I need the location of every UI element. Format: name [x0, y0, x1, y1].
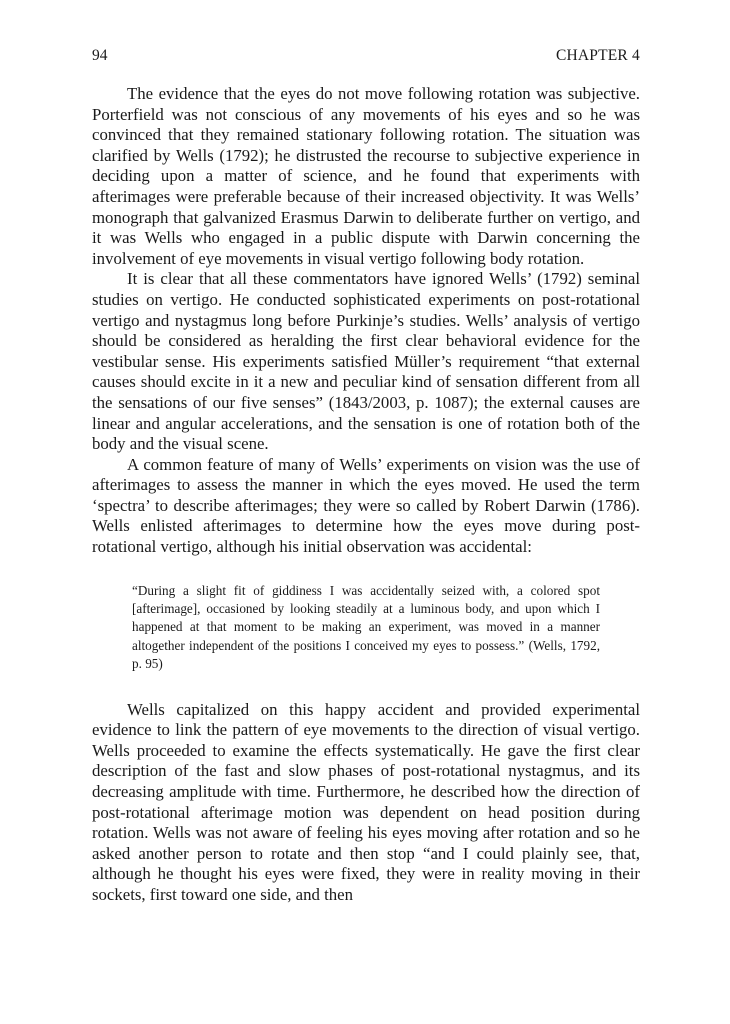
- body-text: [92, 84, 640, 906]
- paragraph: A common feature of many of Wells’ experiments on vision was the use of afterimages to assess the manner in which the eyes moved. He used the term ‘spectra’ to describe afterimages; they were so called by Robert Darwin (1786). Wells enlisted afterimages to determine how the eyes move during post-rotational vertigo, although his initial observation was accidental:: [92, 454, 640, 557]
- paragraph: Wells capitalized on this happy accident and provided experimental evidence to link the pattern of eye movements to the direction of visual vertigo. Wells proceeded to examine the effects systematically. He gave the first clear description of the fast and slow phases of post-rotational nystagmus, and its decreasing amplitude with time. Furthermore, he described how the direction of post-rotational afterimage motion was dependent on head position during rotation. Wells was not aware of feeling his eyes moving after rotation and so he asked another person to rotate and then stop “and I could plainly see, that, although he thought his eyes were fixed, they were in reality moving in their sockets, first toward one side, and then: [92, 699, 640, 905]
- paragraph: It is clear that all these commentators have ignored Wells’ (1792) seminal studies on vertigo. He conducted sophisticated experiments on post-rotational vertigo and nystagmus long before Purkinje’s studies. Wells’ analysis of vertigo should be considered as heralding the first clear behavioral evidence for the vestibular sense. His experiments satisfied Müller’s requirement “that external causes should excite in it a new and peculiar kind of sensation different from all the sensations of our five senses” (1843/2003, p. 1087); the external causes are linear and angular accelerations, and the sensation is one of rotation both of the body and the visual scene.: [92, 269, 640, 454]
- page-header: [92, 46, 640, 66]
- running-head: CHAPTER 4: [555, 47, 640, 64]
- paragraph: The evidence that the eyes do not move following rotation was subjective. Porterfield was not conscious of any movements of his eyes and so he was convinced that they remained stationary following rotation. The situation was clarified by Wells (1792); he distrusted the recourse to subjective experience in deciding upon a matter of science, and he found that experiments with afterimages were preferable because of their increased objectivity. It was Wells’ monograph that galvanized Erasmus Darwin to deliberate further on vertigo, and it was Wells who engaged in a public dispute with Darwin concerning the involvement of eye movements in visual vertigo following body rotation.: [92, 84, 640, 268]
- block-quote: “During a slight fit of giddiness I was accidentally seized with, a colored spot [afterimage], occasioned by looking steadily at a luminous body, and upon which I happened at that moment to be making an experiment, was moved in a manner altogether independent of the positions I conceived my eyes to possess.” (Wells, 1792, p. 95): [132, 582, 600, 672]
- page-number: 94: [92, 47, 108, 64]
